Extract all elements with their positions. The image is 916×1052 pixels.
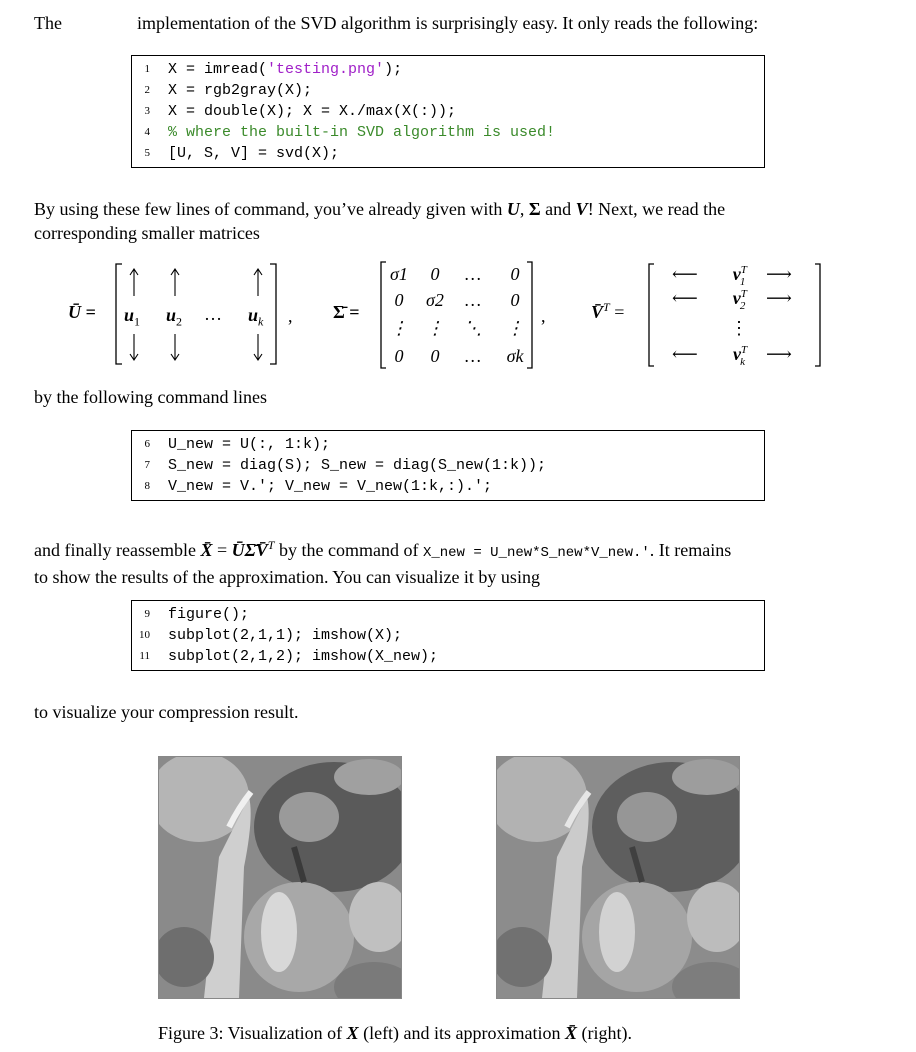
code-block-3	[131, 600, 765, 671]
code-line	[132, 455, 764, 476]
sigma-entry: σ2	[426, 290, 444, 310]
right-arrow: ⟶	[766, 288, 792, 308]
left-arrow: ⟵	[672, 288, 698, 308]
uk-symbol: u	[248, 305, 259, 325]
u1-symbol: u	[124, 305, 135, 325]
code-text	[168, 59, 402, 80]
para4-text-b: by the command of	[274, 540, 423, 560]
VT-equals: =	[614, 302, 625, 322]
sigma-entry: …	[464, 346, 481, 366]
vt-row-vector	[724, 318, 754, 339]
line-number: 8	[144, 480, 150, 492]
sigma-entry: ⋮	[506, 318, 524, 338]
caption-text-a: Figure 3: Visualization of	[158, 1023, 347, 1043]
figure-original-image	[158, 756, 402, 999]
Sigma-comma: ,	[541, 306, 546, 326]
sigma-entry: σ1	[390, 264, 408, 284]
line-number: 11	[139, 650, 150, 662]
line-number: 7	[144, 459, 150, 471]
sigma-entry: …	[464, 290, 481, 310]
VT-bar-rows	[660, 262, 816, 368]
line-number: 9	[144, 608, 150, 620]
sigma-entry: ⋮	[390, 318, 408, 338]
caption-text-c: (right).	[577, 1023, 633, 1043]
Sigma-bar-label: Σ̄ =	[333, 302, 360, 322]
U-bar-label: Ū =	[68, 302, 96, 322]
vt-row-symbol: v	[732, 344, 741, 364]
line-number: 4	[144, 126, 150, 138]
X-bar-symbol: X̄	[200, 540, 213, 560]
vt-row-vector	[724, 344, 754, 368]
u1-subscript: 1	[134, 314, 141, 329]
code-line	[132, 122, 764, 143]
U-right-bracket	[270, 264, 276, 364]
vt-row-symbol: ⋮	[730, 318, 748, 338]
vt-row-superscript: T	[740, 264, 747, 276]
code-token: U_new = U(:, 1:k);	[168, 436, 331, 453]
matrix-U-symbol: U	[506, 199, 520, 219]
code-text	[168, 455, 546, 476]
para2	[34, 197, 864, 245]
code-token: X = double(X); X = X./max(X(:));	[168, 103, 457, 120]
right-arrow: ⟶	[766, 344, 792, 364]
code-token: V_new = V.'; V_new = V_new(1:k,:).';	[168, 478, 493, 495]
para3: by the following command lines	[34, 387, 267, 407]
code-token: );	[384, 61, 403, 78]
sigma-entry: 0	[430, 264, 440, 284]
sigma-entry: 0	[510, 290, 520, 310]
line-number: 2	[144, 84, 150, 96]
para4-text-a: and finally reassemble	[34, 540, 201, 560]
code-line	[132, 59, 764, 80]
vt-row-vector	[724, 288, 754, 312]
U-column-2-label	[166, 305, 182, 330]
para4-equals: =	[212, 540, 232, 560]
code-text	[168, 143, 339, 164]
para4-line2: to show the results of the approximation. You can visualize it by using	[34, 567, 540, 587]
matrix-V-symbol: V	[575, 199, 588, 219]
code-text	[168, 434, 330, 455]
code-line	[132, 476, 764, 497]
UV-Sigma-product: ŪΣ̄V̄	[231, 540, 268, 560]
U-column-1-label	[124, 305, 140, 330]
inline-code-reassemble: X_new = U_new*S_new*V_new.'	[422, 545, 650, 561]
code-token: X = imread(	[168, 61, 268, 78]
U-column-k-label	[248, 305, 263, 330]
sigma-entry: ⋱	[464, 318, 482, 338]
caption-Xbar-symbol: X̄	[565, 1023, 578, 1043]
para4-text-c: . It remains	[649, 540, 732, 560]
VT-superscript: T	[603, 300, 610, 314]
VT-bar-label	[591, 300, 624, 323]
VT-symbol: V̄	[591, 302, 604, 322]
vt-row-subscript: 1	[739, 275, 746, 288]
code-token: subplot(2,1,1); imshow(X);	[168, 627, 403, 644]
code-text	[168, 646, 438, 667]
para2-text-a: By using these few lines of command, you’ve already given with	[34, 199, 507, 219]
para4	[34, 533, 864, 589]
code-block-1	[131, 55, 765, 168]
code-line	[132, 143, 764, 164]
peppers-approximation-drawing	[497, 757, 739, 998]
code-text	[168, 80, 312, 101]
figure-caption	[158, 1021, 632, 1045]
code-token: S_new = diag(S); S_new = diag(S_new(1:k));	[168, 457, 547, 474]
code-line	[132, 80, 764, 101]
vt-row-symbol: v	[732, 264, 741, 284]
left-arrow: ⟵	[672, 264, 698, 284]
vt-row-superscript: T	[740, 344, 748, 356]
sigma-entry: 0	[510, 264, 520, 284]
sigma-entry: 0	[394, 290, 404, 310]
code-line	[132, 625, 764, 646]
code-block-2	[131, 430, 765, 501]
vt-row-symbol: v	[732, 288, 741, 308]
code-line	[132, 101, 764, 122]
code-text	[168, 604, 249, 625]
vt-row-subscript: 2	[739, 299, 746, 312]
line-number: 10	[139, 629, 150, 641]
product-transpose: T	[267, 538, 275, 552]
para2-comma: ,	[519, 199, 529, 219]
code-text	[168, 476, 492, 497]
right-arrow: ⟶	[766, 264, 792, 284]
code-line	[132, 434, 764, 455]
caption-X-symbol: X	[346, 1023, 359, 1043]
code-line	[132, 646, 764, 667]
para2-line2: corresponding smaller matrices	[34, 223, 260, 243]
sigma-entry: …	[464, 264, 481, 284]
code-text	[168, 625, 402, 646]
code-comment: % where the built-in SVD algorithm is used!	[168, 124, 556, 141]
para5: to visualize your compression result.	[34, 702, 299, 722]
line-number: 1	[144, 63, 150, 75]
code-string: 'testing.png'	[267, 61, 385, 78]
line-number: 5	[144, 147, 150, 159]
vt-row-subscript: k	[740, 355, 745, 368]
u2-subscript: 2	[176, 314, 183, 329]
code-text	[168, 101, 456, 122]
code-token: [U, S, V] = svd(X);	[168, 145, 340, 162]
u2-symbol: u	[166, 305, 177, 325]
line-number: 3	[144, 105, 150, 117]
Sigma-bar-entries	[384, 262, 530, 368]
vt-row-vector	[724, 264, 754, 288]
sigma-entry: σk	[506, 346, 524, 366]
caption-text-b: (left) and its approximation	[358, 1023, 566, 1043]
line-number: 6	[144, 438, 150, 450]
code-token: subplot(2,1,2); imshow(X_new);	[168, 648, 439, 665]
para1-first-word: The	[34, 13, 62, 33]
para2-and: and	[540, 199, 576, 219]
para1-text: implementation of the SVD algorithm is surprisingly easy. It only reads the following:	[137, 13, 759, 33]
figure-approximation-image	[496, 756, 740, 999]
matrix-display	[0, 258, 916, 370]
code-line	[132, 604, 764, 625]
U-dots: …	[204, 304, 222, 324]
uk-subscript: k	[258, 314, 264, 329]
code-text	[168, 122, 555, 143]
code-token: X = rgb2gray(X);	[168, 82, 313, 99]
code-token: figure();	[168, 606, 250, 623]
U-left-bracket	[116, 264, 122, 364]
vt-row-superscript: T	[740, 288, 747, 300]
sigma-entry: 0	[394, 346, 404, 366]
sigma-entry: ⋮	[426, 318, 444, 338]
left-arrow: ⟵	[672, 344, 698, 364]
matrix-Sigma-symbol: Σ	[528, 199, 541, 219]
U-comma: ,	[288, 306, 293, 326]
sigma-entry: 0	[430, 346, 440, 366]
para2-text-b: ! Next, we read the	[587, 199, 726, 219]
peppers-original-drawing	[159, 757, 401, 998]
